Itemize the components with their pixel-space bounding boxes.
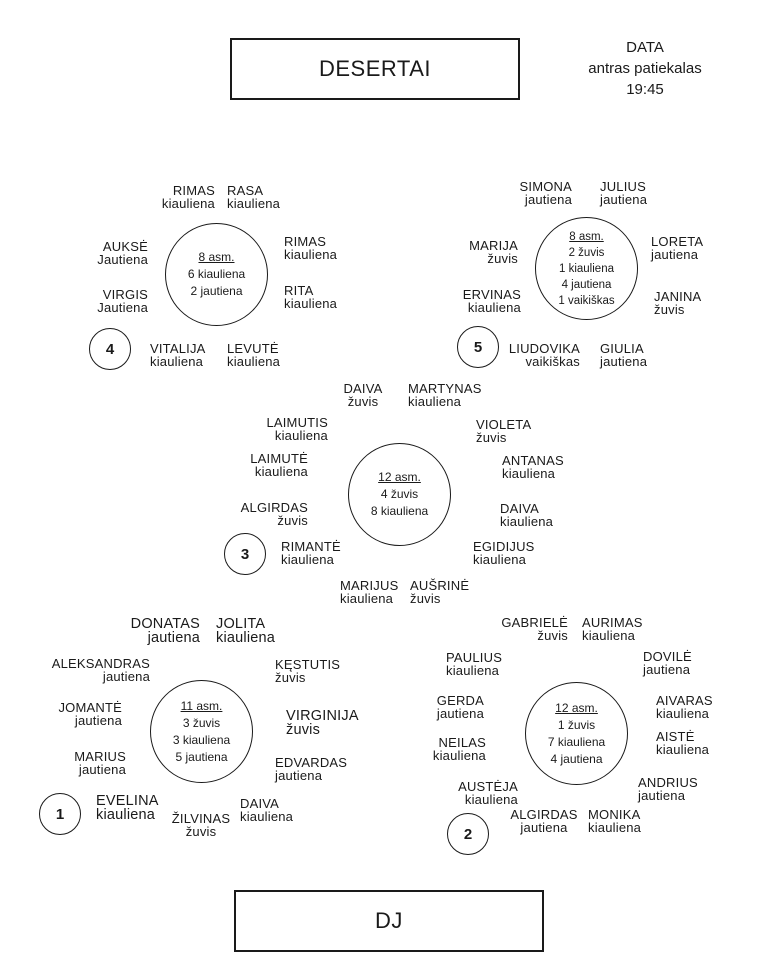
guest xyxy=(445,288,521,314)
guest xyxy=(500,502,553,528)
guest xyxy=(150,342,206,368)
guest-name: AISTĖ xyxy=(656,729,695,744)
guest-meal: jautiena xyxy=(643,662,691,677)
guest-meal: jautiena xyxy=(78,762,126,777)
guest xyxy=(228,501,308,527)
table-4-summary-line: 6 kiauliena xyxy=(187,267,246,281)
guest-name: GERDA xyxy=(436,693,484,708)
guest-name: MARIJUS xyxy=(340,578,399,593)
guest xyxy=(582,616,643,642)
guest-meal: Jautiena xyxy=(97,252,148,267)
guest-name: ANDRIUS xyxy=(638,775,698,790)
guest-meal: žuvis xyxy=(286,722,321,738)
guest xyxy=(600,342,647,368)
guest xyxy=(216,617,275,645)
guest-meal: žuvis xyxy=(487,251,518,266)
guest-meal: kiauliena xyxy=(582,628,636,643)
table-1-summary-line: 3 kiauliena xyxy=(172,732,231,747)
guest xyxy=(227,184,280,210)
guest xyxy=(656,730,709,756)
guest xyxy=(240,797,293,823)
guest xyxy=(643,650,692,676)
guest-name: VIRGIS xyxy=(102,287,148,302)
table-2-summary-line: 7 kiauliena xyxy=(547,734,606,749)
guest-name: NEILAS xyxy=(438,735,486,750)
guest-meal: jautiena xyxy=(638,788,686,803)
table-1-summary-line: 3 žuvis xyxy=(182,715,221,730)
guest xyxy=(284,284,337,310)
guest-name: PAULIUS xyxy=(446,650,503,665)
guest-name: DAIVA xyxy=(500,501,540,516)
guest-meal: jautiena xyxy=(147,630,200,646)
table-3-summary-line: 8 kiauliena xyxy=(370,504,429,518)
guest-meal: kiauliena xyxy=(432,748,486,763)
guest xyxy=(240,452,308,478)
guest-meal: Jautiena xyxy=(97,300,148,315)
table-4-summary-line: 2 jautiena xyxy=(190,284,243,298)
guest xyxy=(258,416,328,442)
table-2-summary-line: 1 žuvis xyxy=(557,717,596,732)
guest-meal: žuvis xyxy=(347,394,379,409)
table-2-circle xyxy=(525,682,628,785)
guest xyxy=(56,750,126,776)
table-3-number-badge: 3 xyxy=(224,533,266,575)
guest xyxy=(473,540,535,566)
guest-meal: kiauliena xyxy=(446,663,500,678)
guest-name: GABRIELĖ xyxy=(501,615,568,630)
guest-name: JOMANTĖ xyxy=(58,700,122,715)
guest-meal: jautiena xyxy=(600,192,648,207)
dj-station xyxy=(234,890,544,952)
guest xyxy=(340,579,398,605)
guest-meal: kiauliena xyxy=(161,196,215,211)
guest-meal: jautiena xyxy=(102,669,150,684)
guest-meal: jautiena xyxy=(600,354,648,369)
guest-name: JANINA xyxy=(654,289,702,304)
table-3-summary-line: 4 žuvis xyxy=(380,487,419,501)
guest xyxy=(410,579,469,605)
guest xyxy=(446,651,502,677)
guest xyxy=(588,808,641,834)
guest-meal: žuvis xyxy=(537,628,568,643)
guest-meal: žuvis xyxy=(185,824,217,839)
guest-name: RASA xyxy=(227,183,264,198)
guest xyxy=(120,617,200,645)
guest-meal: jautiena xyxy=(524,192,572,207)
guest-name: AIVARAS xyxy=(656,693,713,708)
guest-meal: žuvis xyxy=(277,513,308,528)
guest xyxy=(500,342,580,368)
guest xyxy=(336,382,390,408)
dj-label: DJ xyxy=(375,908,403,933)
guest-name: DOVILĖ xyxy=(643,649,692,664)
guest-name: RIMAS xyxy=(284,234,327,249)
guest-name: LAIMUTIS xyxy=(266,415,328,430)
guest-name: ALGIRDAS xyxy=(240,500,308,515)
guest-meal: kiauliena xyxy=(150,354,204,369)
guest-name: GIULIA xyxy=(600,341,644,356)
guest-name: LORETA xyxy=(651,234,704,249)
table-4-circle xyxy=(165,223,268,326)
guest-name: ALGIRDAS xyxy=(510,807,578,822)
table-4-number-badge: 4 xyxy=(89,328,131,370)
guest xyxy=(80,288,148,314)
guest xyxy=(227,342,280,368)
guest-meal: žuvis xyxy=(275,670,306,685)
guest-name: DONATAS xyxy=(130,616,200,632)
table-5-summary-line: 1 vaikiškas xyxy=(558,294,615,307)
guest xyxy=(656,694,713,720)
guest xyxy=(651,235,703,261)
guest-meal: jautiena xyxy=(651,247,699,262)
guest-meal: kiauliena xyxy=(240,809,294,824)
guest-meal: jautiena xyxy=(275,768,323,783)
table-1-circle xyxy=(150,680,253,783)
guest-name: JOLITA xyxy=(216,616,266,632)
table-3-count: 12 asm. xyxy=(378,470,421,484)
guest-name: VIOLETA xyxy=(476,417,532,432)
guest-name: ERVINAS xyxy=(462,287,521,302)
guest xyxy=(286,709,359,737)
desserts-label: DESERTAI xyxy=(319,56,431,81)
guest-name: RITA xyxy=(284,283,314,298)
guest-meal: jautiena xyxy=(520,820,568,835)
guest-meal: kiauliena xyxy=(274,428,328,443)
guest-name: EGIDIJUS xyxy=(473,539,535,554)
guest xyxy=(492,616,568,642)
guest xyxy=(654,290,701,316)
guest xyxy=(284,235,337,261)
table-5-circle xyxy=(535,217,638,320)
guest-name: SIMONA xyxy=(519,179,572,194)
guest-meal: kiauliena xyxy=(473,552,527,567)
guest-meal: žuvis xyxy=(476,430,507,445)
table-1-count: 11 asm. xyxy=(180,698,223,713)
guest-meal: kiauliena xyxy=(656,742,710,757)
guest-name: AUŠRINĖ xyxy=(410,578,470,593)
table-3-circle xyxy=(348,443,451,546)
guest-name: DAIVA xyxy=(343,381,383,396)
guest xyxy=(80,240,148,266)
guest-meal: kiauliena xyxy=(588,820,642,835)
guest-name: LEVUTĖ xyxy=(227,341,279,356)
guest xyxy=(420,736,486,762)
guest-meal: kiauliena xyxy=(227,196,281,211)
guest xyxy=(510,808,578,834)
guest-meal: kiauliena xyxy=(216,630,276,646)
guest-meal: kiauliena xyxy=(656,706,710,721)
guest-meal: kiauliena xyxy=(467,300,521,315)
guest-name: AUKSĖ xyxy=(102,239,148,254)
guest-name: MARTYNAS xyxy=(408,381,482,396)
guest xyxy=(408,382,482,408)
guest xyxy=(638,776,698,802)
guest xyxy=(50,701,122,727)
guest-meal: kiauliena xyxy=(284,296,338,311)
guest-name: ŽILVINAS xyxy=(171,811,231,826)
table-5-summary-line: 1 kiauliena xyxy=(559,262,614,275)
guest-meal: žuvis xyxy=(410,591,441,606)
guest-name: MARIJA xyxy=(469,238,518,253)
guest-meal: kiauliena xyxy=(281,552,335,567)
guest-name: MARIUS xyxy=(74,749,126,764)
guest-name: KĘSTUTIS xyxy=(275,657,341,672)
guest-name: ANTANAS xyxy=(502,453,564,468)
guest-name: LAIMUTĖ xyxy=(250,451,308,466)
guest-name: AUSTĖJA xyxy=(458,779,518,794)
table-5-summary-line: 2 žuvis xyxy=(568,246,605,259)
guest-name: EVELINA xyxy=(96,793,159,809)
guest-meal: kiauliena xyxy=(340,591,394,606)
guest-name: AURIMAS xyxy=(582,615,643,630)
guest-meal: kiauliena xyxy=(227,354,281,369)
guest-name: VIRGINIJA xyxy=(286,708,359,724)
guest-meal: jautiena xyxy=(74,713,122,728)
guest-meal: kiauliena xyxy=(500,514,554,529)
guest-meal: kiauliena xyxy=(254,464,308,479)
guest xyxy=(500,180,572,206)
guest-name: LIUDOVIKA xyxy=(508,341,580,356)
guest xyxy=(476,418,531,444)
guest xyxy=(440,780,518,806)
table-5-summary-line: 4 jautiena xyxy=(561,278,612,291)
info-course: antras patiekalas xyxy=(588,60,702,77)
event-info xyxy=(565,37,725,100)
table-2-summary-line: 4 jautiena xyxy=(550,751,603,766)
guest xyxy=(275,658,340,684)
table-1-number-badge: 1 xyxy=(39,793,81,835)
table-5-count: 8 asm. xyxy=(569,230,604,243)
table-5-number-badge: 5 xyxy=(457,326,499,368)
guest xyxy=(40,657,150,683)
guest-meal: kiauliena xyxy=(96,807,156,823)
guest xyxy=(600,180,647,206)
guest xyxy=(420,694,484,720)
table-2-count: 12 asm. xyxy=(555,700,598,715)
guest xyxy=(275,756,347,782)
guest xyxy=(96,794,159,822)
info-time: 19:45 xyxy=(626,81,664,98)
guest-meal: jautiena xyxy=(436,706,484,721)
guest-name: MONIKA xyxy=(588,807,641,822)
guest xyxy=(150,184,215,210)
guest-name: ALEKSANDRAS xyxy=(51,656,150,671)
guest xyxy=(281,540,341,566)
table-4-count: 8 asm. xyxy=(198,250,235,264)
table-1-summary-line: 5 jautiena xyxy=(175,749,228,764)
guest-name: EDVARDAS xyxy=(275,755,348,770)
guest-name: RIMAS xyxy=(172,183,215,198)
guest-name: DAIVA xyxy=(240,796,280,811)
guest xyxy=(502,454,564,480)
guest-name: VITALIJA xyxy=(150,341,206,356)
info-date: DATA xyxy=(626,39,664,56)
guest xyxy=(445,239,518,265)
guest-name: JULIUS xyxy=(600,179,646,194)
table-2-number-badge: 2 xyxy=(447,813,489,855)
guest-meal: vaikiškas xyxy=(525,354,580,369)
guest-meal: kiauliena xyxy=(284,247,338,262)
guest-meal: žuvis xyxy=(654,302,685,317)
guest-name: RIMANTĖ xyxy=(281,539,341,554)
guest-meal: kiauliena xyxy=(464,792,518,807)
guest-meal: kiauliena xyxy=(408,394,462,409)
guest-meal: kiauliena xyxy=(502,466,556,481)
desserts-station xyxy=(230,38,520,100)
guest xyxy=(166,812,236,838)
